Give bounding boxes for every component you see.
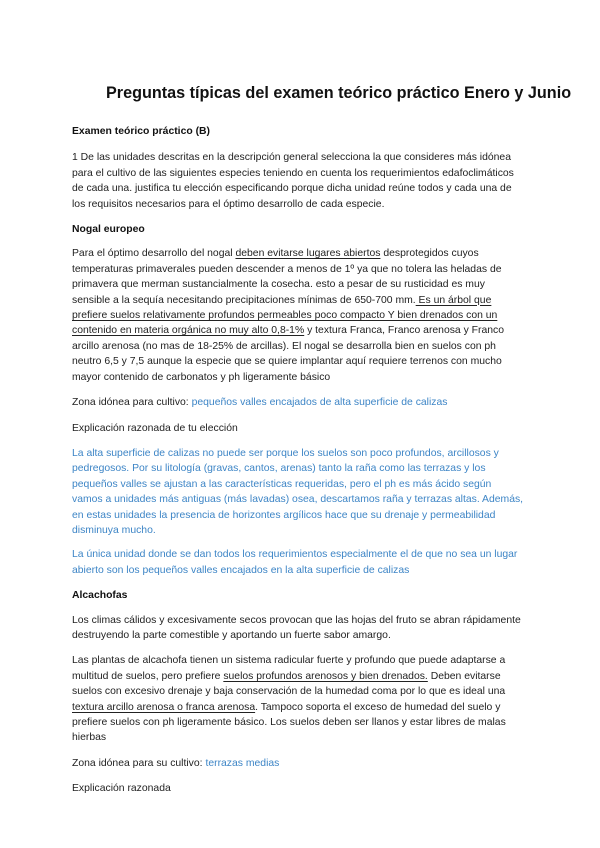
nogal-zona-value: pequeños valles encajados de alta superficie de calizas <box>191 397 448 409</box>
alcachofas-zona: Zona idónea para su cultivo: terrazas medias <box>72 757 280 769</box>
nogal-explicacion-p1: La alta superficie de calizas no puede ser porque los suelos son poco profundos, arcillosos y pedregosos. Por su litología (gravas, cantos, arenas) tanto la raña como las terrazas y los pequeños valles se ajustan a las características requeridas, pero el ph es más ácido según vamos a unidades más antiguas (más lavadas) osea, descartamos raña y terrazas altas. Además, en estas unidades la presencia de horizontes argílicos hace que su drenaje y permeabilidad disminuya mucho. <box>72 447 524 536</box>
question-paragraph: 1 De las unidades descritas en la descripción general selecciona la que consideres más idónea para el cultivo de las siguientes especies teniendo en cuenta los requerimientos edafoclimáticos de cada una. justifica tu elección especificando porque dicha unidad reúne todos y cada una de los requisitos necesarios para el óptimo desarrollo de cada especie. <box>72 152 514 210</box>
nogal-explicacion-label: Explicación razonada de tu elección <box>72 422 238 434</box>
nogal-paragraph: Para el óptimo desarrollo del nogal deben evitarse lugares abiertos desprotegidos cuyos temperaturas primaverales pueden descender a menos de 1º ya que no tolera las heladas de primavera que merman sustancialmente la cosecha. esto a pesar de su rusticidad es muy sensible a la sequía necesitando precipitaciones mínimas de 650-700 mm. Es un árbol que prefiere suelos relativamente profundos permeables poco compacto Y bien drenados con un contenido en materia orgánica no muy alto 0,8-1% y textura Franca, Franco arenosa y Franco arcillo arenosa (no mas de 18-25% de arcillas). El nogal se desarrolla bien en suelos con ph neutro 6,5 y 7,5 aunque la especie que se quiere implantar aquí requiere terrenos con mucho mayor contenido de carbonatos y ph ligeramente básico <box>72 248 505 383</box>
underlined-text: textura arcillo arenosa o franca arenosa <box>72 701 256 713</box>
underlined-text: Es un árbol que prefiere suelos relativamente profundos permeables poco compacto Y bien drenados con un contenido en materia orgánica no muy alto 0,8-1% <box>72 294 498 337</box>
nogal-explicacion-p2: La única unidad donde se dan todos los requerimientos especialmente el de que no sea un lugar abierto son los pequeños valles encajados en la alta superficie de calizas <box>72 549 518 576</box>
alcachofas-paragraph-1: Los climas cálidos y excesivamente secos provocan que las hojas del fruto se abran rápidamente destruyendo la parte comestible y aportando un fuerte sabor amargo. <box>72 614 521 641</box>
alcachofas-explicacion-label: Explicación razonada <box>72 783 171 795</box>
alcachofas-heading: Alcachofas <box>72 590 128 602</box>
page-title: Preguntas típicas del examen teórico práctico Enero y Junio <box>106 84 572 102</box>
nogal-zona: Zona idónea para cultivo: pequeños valles encajados de alta superficie de calizas <box>72 397 448 409</box>
underlined-text: suelos profundos arenosos y bien drenados. <box>223 670 428 682</box>
alcachofas-paragraph-2: Las plantas de alcachofa tienen un sistema radicular fuerte y profundo que puede adaptarse a multitud de suelos, pero prefiere suelos profundos arenosos y bien drenados. Deben evitarse suelos con excesivo drenaje y baja conservación de la humedad coma por lo que es ideal una textura arcillo arenosa o franca arenosa. Tampoco soporta el exceso de humedad del suelo y prefiere suelos con ph ligeramente básico. Los suelos deben ser llanos y estar libres de malas hierbas <box>72 655 506 744</box>
document-body <box>72 124 524 797</box>
underlined-text: deben evitarse lugares abiertos <box>235 248 381 260</box>
nogal-heading: Nogal europeo <box>72 224 145 236</box>
alcachofas-zona-value: terrazas medias <box>205 757 280 769</box>
exam-heading: Examen teórico práctico (B) <box>72 126 211 137</box>
